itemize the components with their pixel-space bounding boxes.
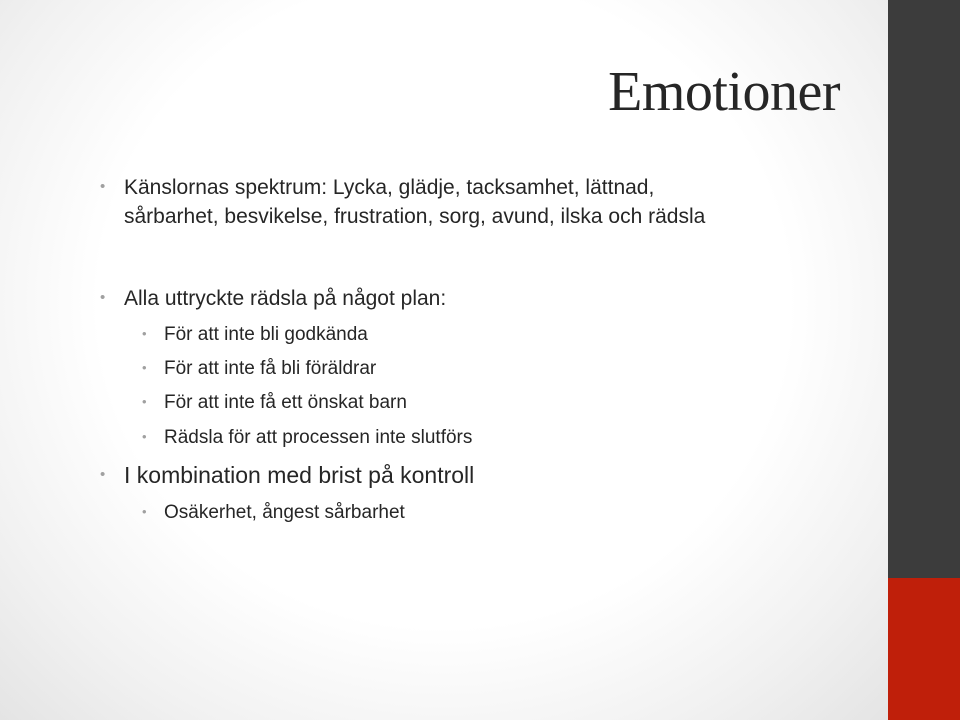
bullet-item-fear	[100, 284, 447, 313]
side-bar-decoration	[888, 0, 960, 720]
slide-title: Emotioner	[608, 61, 840, 123]
bullet-dot-icon: •	[100, 178, 106, 195]
bullet-text-line: sårbarhet, besvikelse, frustration, sorg, avund, ilska och rädsla	[124, 205, 706, 228]
bullet-text-line: Känslornas spektrum: Lycka, glädje, tacksamhet, lättnad,	[124, 176, 655, 199]
bullet-text: Alla uttryckte rädsla på något plan:	[124, 287, 447, 310]
bullet-dot-icon: •	[142, 504, 147, 519]
bullet-item-spectrum	[100, 173, 706, 231]
bullet-text: För att inte få ett önskat barn	[164, 392, 407, 413]
bullet-dot-icon: •	[100, 466, 106, 483]
sub-bullet-item	[142, 500, 405, 526]
bullet-text: Osäkerhet, ångest sårbarhet	[164, 502, 405, 523]
bullet-text: För att inte få bli föräldrar	[164, 358, 377, 379]
bullet-dot-icon: •	[142, 360, 147, 375]
bullet-text: För att inte bli godkända	[164, 324, 368, 345]
bullet-text: Rädsla för att processen inte slutförs	[164, 427, 473, 448]
bullet-dot-icon: •	[142, 326, 147, 341]
bullet-item-control	[100, 461, 475, 490]
bullet-dot-icon: •	[100, 289, 106, 306]
sub-bullet-item	[142, 425, 473, 451]
sub-bullet-item	[142, 390, 407, 416]
bullet-dot-icon: •	[142, 394, 147, 409]
bullet-dot-icon: •	[142, 429, 147, 444]
sub-bullet-item	[142, 322, 368, 348]
accent-block	[888, 578, 960, 720]
bullet-text: I kombination med brist på kontroll	[124, 462, 475, 488]
sub-bullet-item	[142, 356, 377, 382]
